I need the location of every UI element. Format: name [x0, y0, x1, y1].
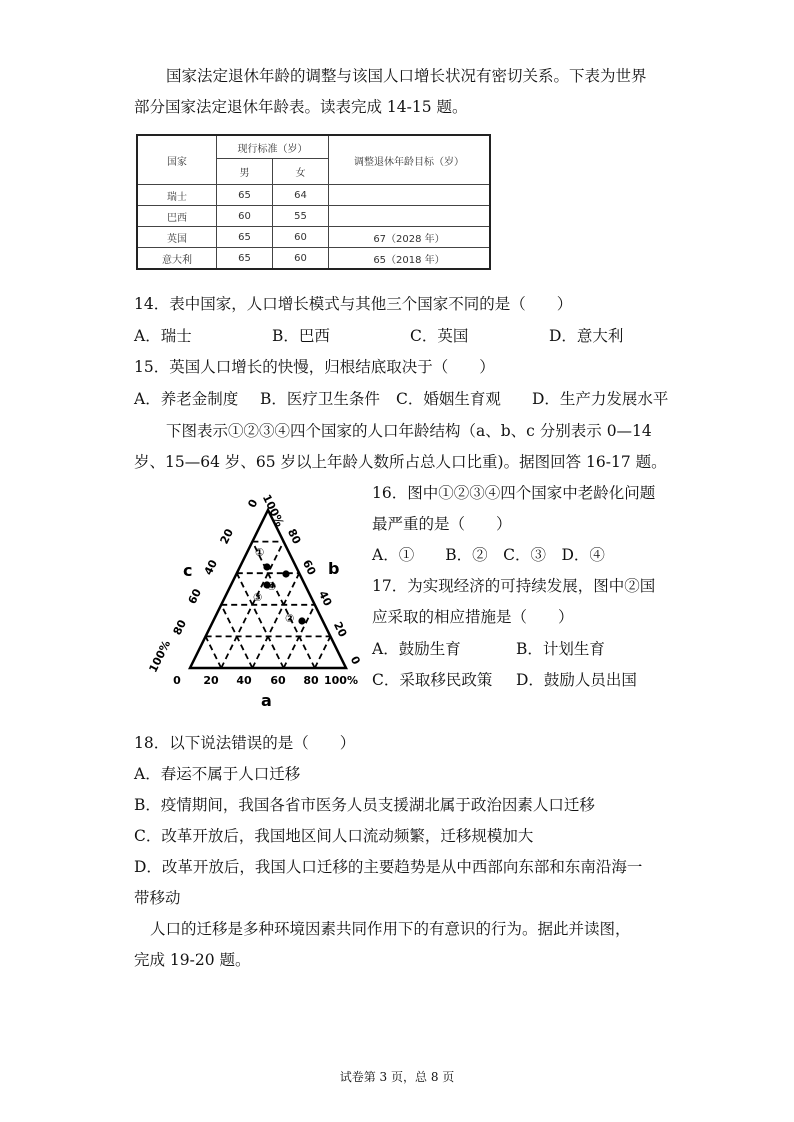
q15-option-b[interactable]: B．医疗卫生条件: [260, 390, 380, 408]
right-tick: 100%: [259, 492, 287, 529]
header-target: 调整退休年龄目标（岁）: [329, 135, 491, 185]
retirement-table: [136, 134, 491, 270]
point-dot-4: [282, 570, 289, 577]
cell-country: 瑞士: [137, 185, 217, 206]
q14-option-c[interactable]: C．英国: [410, 327, 469, 345]
cell-country: 意大利: [137, 248, 217, 270]
point-label-4: ④: [267, 580, 277, 593]
intro2-line1: 下图表示①②③④四个国家的人口年龄结构（a、b、c 分别表示 0—14: [166, 422, 652, 440]
right-tick: 0: [347, 654, 363, 667]
cell-target: 67（2028 年）: [329, 227, 491, 248]
point-dot-1: [263, 563, 270, 570]
right-tick: 40: [315, 588, 335, 609]
cell-country: 英国: [137, 227, 217, 248]
table-row: [137, 248, 490, 270]
left-tick: 80: [170, 617, 190, 638]
bottom-tick: 60: [270, 674, 286, 687]
header-country: 国家: [137, 135, 217, 185]
q14-option-b[interactable]: B．巴西: [272, 327, 330, 345]
axis-label-c: c: [183, 561, 193, 580]
intro1-line2: 部分国家法定退休年龄表。读表完成 14-15 题。: [134, 98, 468, 116]
cell-male: 65: [217, 185, 273, 206]
left-tick: 60: [185, 586, 205, 607]
cell-male: 65: [217, 227, 273, 248]
header-male: 男: [217, 159, 273, 185]
q17-option-b[interactable]: B．计划生育: [516, 640, 605, 658]
right-tick: 80: [284, 526, 304, 547]
bottom-tick: 100%: [324, 674, 358, 687]
intro3-line1: 人口的迁移是多种环境因素共同作用下的有意识的行为。据此并读图，: [150, 920, 631, 938]
right-tick: 60: [299, 557, 319, 578]
bottom-tick: 40: [236, 674, 252, 687]
cell-male: 65: [217, 248, 273, 270]
bottom-tick: 80: [303, 674, 319, 687]
left-tick: 20: [217, 526, 237, 547]
axis-label-a: a: [261, 691, 272, 710]
q16-stem-line2: 最严重的是（ ）: [372, 515, 512, 533]
q17-option-a[interactable]: A．鼓励生育: [372, 640, 461, 658]
cell-female: 60: [273, 248, 329, 270]
q18-option-a[interactable]: A．春运不属于人口迁移: [134, 765, 301, 783]
table-row: [137, 227, 490, 248]
cell-female: 60: [273, 227, 329, 248]
left-tick: 0: [245, 497, 261, 510]
table-row: [137, 206, 490, 227]
cell-female: 64: [273, 185, 329, 206]
header-female: 女: [273, 159, 329, 185]
right-tick: 20: [330, 619, 350, 640]
intro2-line2: 岁、15—64 岁、65 岁以上年龄人数所占总人口比重)。据图回答 16-17 题。: [134, 453, 667, 471]
q17-stem-line2: 应采取的相应措施是（ ）: [372, 608, 574, 626]
age-structure-triangle-diagram: [146, 488, 365, 710]
q16-options[interactable]: A．① B．② C．③ D．④: [372, 546, 605, 564]
point-label-1: ①: [255, 546, 265, 559]
q17-option-c[interactable]: C．采取移民政策: [372, 671, 493, 689]
table-row: [137, 185, 490, 206]
page-footer: 试卷第 3 页，总 8 页: [339, 1070, 455, 1084]
q18-stem: 18．以下说法错误的是（ ）: [134, 734, 356, 752]
q15-option-c[interactable]: C．婚姻生育观: [396, 390, 501, 408]
q14-stem: 14．表中国家，人口增长模式与其他三个国家不同的是（ ）: [134, 295, 573, 313]
bottom-tick: 20: [203, 674, 219, 687]
point-label-2: ②: [285, 612, 295, 625]
axis-label-b: b: [328, 559, 340, 578]
q17-stem-line1: 17．为实现经济的可持续发展，图中②国: [372, 577, 656, 595]
q16-stem-line1: 16．图中①②③④四个国家中老龄化问题: [372, 484, 656, 502]
bottom-tick: 0: [173, 674, 181, 687]
left-tick: 100%: [146, 638, 174, 675]
q14-option-a[interactable]: A．瑞士: [134, 327, 192, 345]
q15-option-d[interactable]: D．生产力发展水平: [532, 390, 669, 408]
left-tick: 40: [201, 557, 221, 578]
q15-option-a[interactable]: A．养老金制度: [134, 390, 239, 408]
q17-option-d[interactable]: D．鼓励人员出国: [516, 671, 637, 689]
point-label-3: ③: [253, 591, 263, 604]
cell-target: 65（2018 年）: [329, 248, 491, 270]
intro3-line2: 完成 19-20 题。: [134, 951, 251, 969]
header-current: 现行标准（岁）: [217, 135, 329, 159]
q14-option-d[interactable]: D．意大利: [549, 327, 624, 345]
q18-option-d-line2[interactable]: 带移动: [134, 889, 181, 907]
q15-stem: 15．英国人口增长的快慢，归根结底取决于（ ）: [134, 358, 495, 376]
intro1-line1: 国家法定退休年龄的调整与该国人口增长状况有密切关系。下表为世界: [166, 67, 647, 85]
q18-option-d-line1[interactable]: D．改革开放后，我国人口迁移的主要趋势是从中西部向东部和东南沿海一: [134, 858, 643, 876]
cell-male: 60: [217, 206, 273, 227]
cell-target: [329, 206, 491, 227]
q18-option-b[interactable]: B．疫情期间，我国各省市医务人员支援湖北属于政治因素人口迁移: [134, 796, 595, 814]
q18-option-c[interactable]: C．改革开放后，我国地区间人口流动频繁，迁移规模加大: [134, 827, 534, 845]
point-dot-2: [298, 617, 305, 624]
cell-target: [329, 185, 491, 206]
cell-female: 55: [273, 206, 329, 227]
cell-country: 巴西: [137, 206, 217, 227]
